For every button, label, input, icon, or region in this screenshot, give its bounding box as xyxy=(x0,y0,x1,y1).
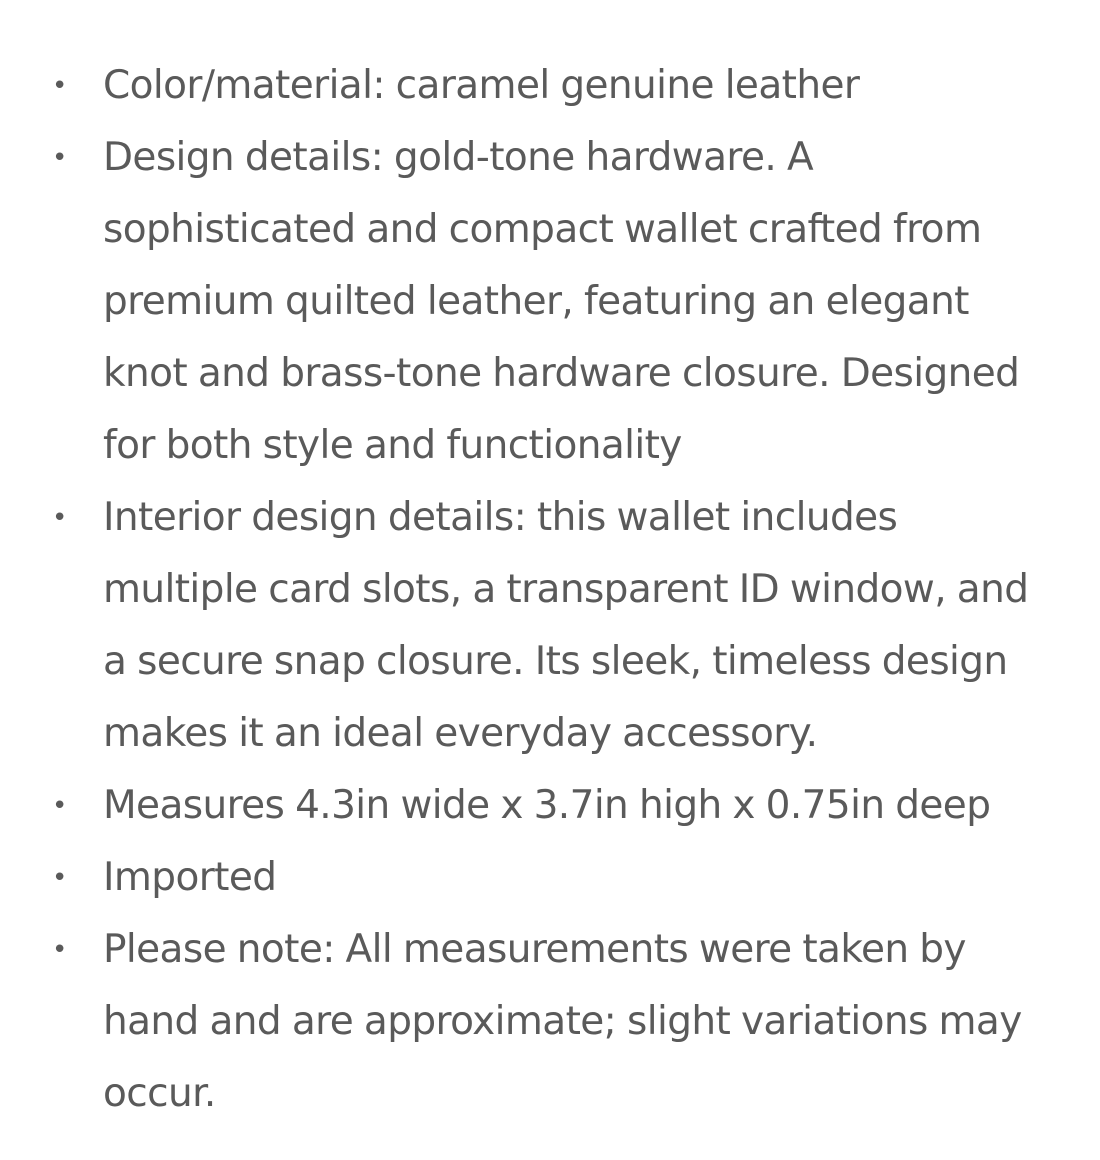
product-details-list xyxy=(0,50,1100,1130)
bullet-icon: • xyxy=(52,143,67,173)
list-item-measurements xyxy=(0,770,1100,842)
list-item-text: Color/material: caramel genuine leather xyxy=(103,63,860,108)
list-item-design-details xyxy=(0,122,1100,482)
list-item-color-material xyxy=(0,50,1100,122)
bullet-icon: • xyxy=(52,71,67,101)
list-item-text: Design details: gold-tone hardware. A sophisticated and compact wallet crafted from premium quilted leather, featuring an elegant knot and brass-tone hardware closure. Designed for both style and functionality xyxy=(103,135,1020,468)
list-item-interior-details xyxy=(0,482,1100,770)
list-item-text: Imported xyxy=(103,855,277,900)
bullet-icon: • xyxy=(52,863,67,893)
bullet-icon: • xyxy=(52,791,67,821)
list-item-imported xyxy=(0,842,1100,914)
list-item-measurement-note xyxy=(0,914,1100,1130)
bullet-icon: • xyxy=(52,935,67,965)
list-item-text: Please note: All measurements were taken by hand and are approximate; slight variations may occur. xyxy=(103,927,1022,1116)
bullet-icon: • xyxy=(52,503,67,533)
list-item-text: Measures 4.3in wide x 3.7in high x 0.75in deep xyxy=(103,783,991,828)
list-item-text: Interior design details: this wallet includes multiple card slots, a transparent ID window, and a secure snap closure. Its sleek, timeless design makes it an ideal everyday accessory. xyxy=(103,495,1029,756)
